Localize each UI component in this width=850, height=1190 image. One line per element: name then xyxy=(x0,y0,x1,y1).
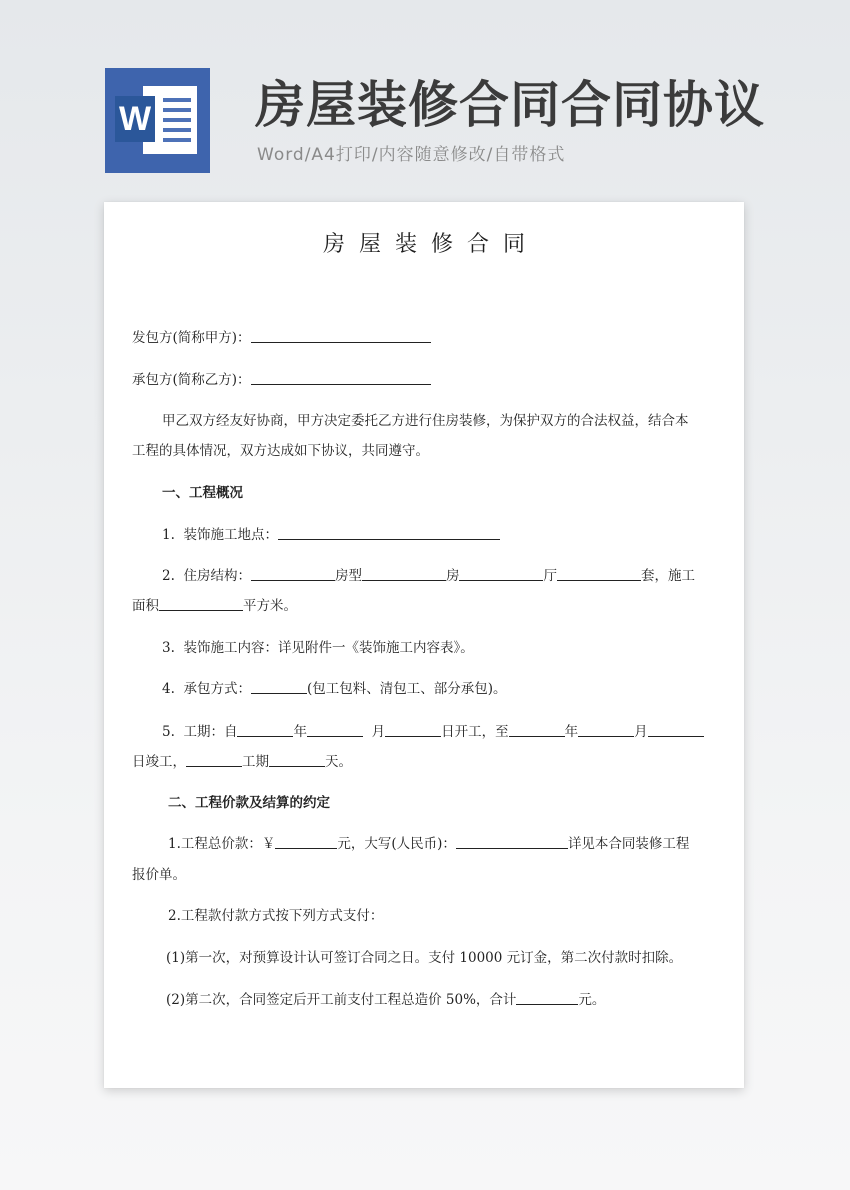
end-month-blank xyxy=(578,722,634,737)
party-b-blank xyxy=(251,370,431,385)
item-number: 2. xyxy=(162,568,175,584)
intro-line-1: 甲乙双方经友好协商，甲方决定委托乙方进行住房装修，为保护双方的合法权益，结合本 xyxy=(162,413,689,429)
item-number: 4. xyxy=(162,681,175,697)
item-text: 装饰施工内容：详见附件一《装饰施工内容表》。 xyxy=(183,640,474,656)
duration-blank xyxy=(186,752,242,767)
yuan-label: 元，大写(人民币)： xyxy=(337,836,456,852)
item-number: 3. xyxy=(162,640,175,656)
item-2-1 xyxy=(168,834,689,854)
party-a-line xyxy=(132,328,431,348)
location-blank xyxy=(278,525,500,540)
days-label: 天。 xyxy=(325,754,352,770)
capital-amount-blank xyxy=(456,834,568,849)
unit-house-type: 房型 xyxy=(334,568,362,584)
payment-2-amount-blank xyxy=(516,990,578,1005)
start-month-blank xyxy=(307,722,363,737)
unit-room: 房 xyxy=(445,568,460,584)
page-subtitle: Word/A4打印/内容随意修改/自带格式 xyxy=(257,145,566,165)
section-1-heading: 一、工程概况 xyxy=(162,485,243,501)
party-a-blank xyxy=(251,328,431,343)
hall-blank xyxy=(459,566,543,581)
item-2-2: 2.工程款付款方式按下列方式支付： xyxy=(168,908,384,924)
item-label: 工期：自 xyxy=(183,724,238,740)
party-a-label: 发包方(简称甲方)： xyxy=(132,330,251,346)
area-blank xyxy=(159,596,243,611)
days-blank xyxy=(269,752,325,767)
contract-document xyxy=(104,202,744,1088)
item-1-1 xyxy=(162,525,500,545)
unit-set: 套，施工 xyxy=(640,568,695,584)
section-2-heading: 二、工程价款及结算的约定 xyxy=(168,795,330,811)
year-label: 年 xyxy=(564,724,579,740)
word-letter: W xyxy=(115,96,155,142)
month-label: 月 xyxy=(371,724,386,740)
month-label: 月 xyxy=(634,724,648,740)
item-2-1-cont: 报价单。 xyxy=(132,867,186,883)
start-label: 日开工，至 xyxy=(441,724,509,740)
word-logo-icon xyxy=(105,68,210,173)
item-1-3 xyxy=(162,638,474,658)
item-1-5-cont xyxy=(132,752,352,772)
item-label: 装饰施工地点： xyxy=(183,527,278,543)
house-type-blank xyxy=(251,566,335,581)
area-label: 面积 xyxy=(132,598,159,614)
total-price-blank xyxy=(275,834,337,849)
item-label: 住房结构： xyxy=(183,568,251,584)
intro-line-2: 工程的具体情况，双方达成如下协议，共同遵守。 xyxy=(132,443,429,459)
end-label: 日竣工， xyxy=(132,754,186,770)
end-day-blank xyxy=(648,722,704,737)
payment-2-unit: 元。 xyxy=(578,992,606,1008)
room-blank xyxy=(362,566,446,581)
item-1-2 xyxy=(162,566,695,586)
duration-label: 工期 xyxy=(242,754,269,770)
item-1-2-cont xyxy=(132,596,297,616)
year-label: 年 xyxy=(293,724,307,740)
document-title: 房屋装修合同 xyxy=(322,232,539,257)
page-title: 房屋装修合同合同协议 xyxy=(255,76,765,134)
contract-mode-options: (包工包料、清包工、部分承包)。 xyxy=(306,681,507,697)
item-label: 承包方式： xyxy=(183,681,251,697)
start-day-blank xyxy=(385,722,441,737)
reference-label: 详见本合同装修工程 xyxy=(567,836,690,852)
payment-1: (1)第一次，对预算设计认可签订合同之日。支付 10000 元订金，第二次付款时扣除。 xyxy=(166,950,683,966)
start-year-blank xyxy=(237,722,293,737)
item-number: 5. xyxy=(162,724,175,740)
payment-2-text: (2)第二次，合同签定后开工前支付工程总造价 50%，合计 xyxy=(166,992,517,1008)
area-unit: 平方米。 xyxy=(243,598,297,614)
item-1-5 xyxy=(162,722,704,742)
item-label: 1.工程总价款：￥ xyxy=(168,836,276,852)
unit-hall: 厅 xyxy=(543,568,557,584)
end-year-blank xyxy=(509,722,565,737)
item-1-4 xyxy=(162,679,507,699)
party-b-label: 承包方(简称乙方)： xyxy=(132,372,251,388)
set-blank xyxy=(557,566,641,581)
item-number: 1. xyxy=(162,527,175,543)
contract-mode-blank xyxy=(251,679,307,694)
party-b-line xyxy=(132,370,431,390)
payment-2 xyxy=(166,990,605,1010)
